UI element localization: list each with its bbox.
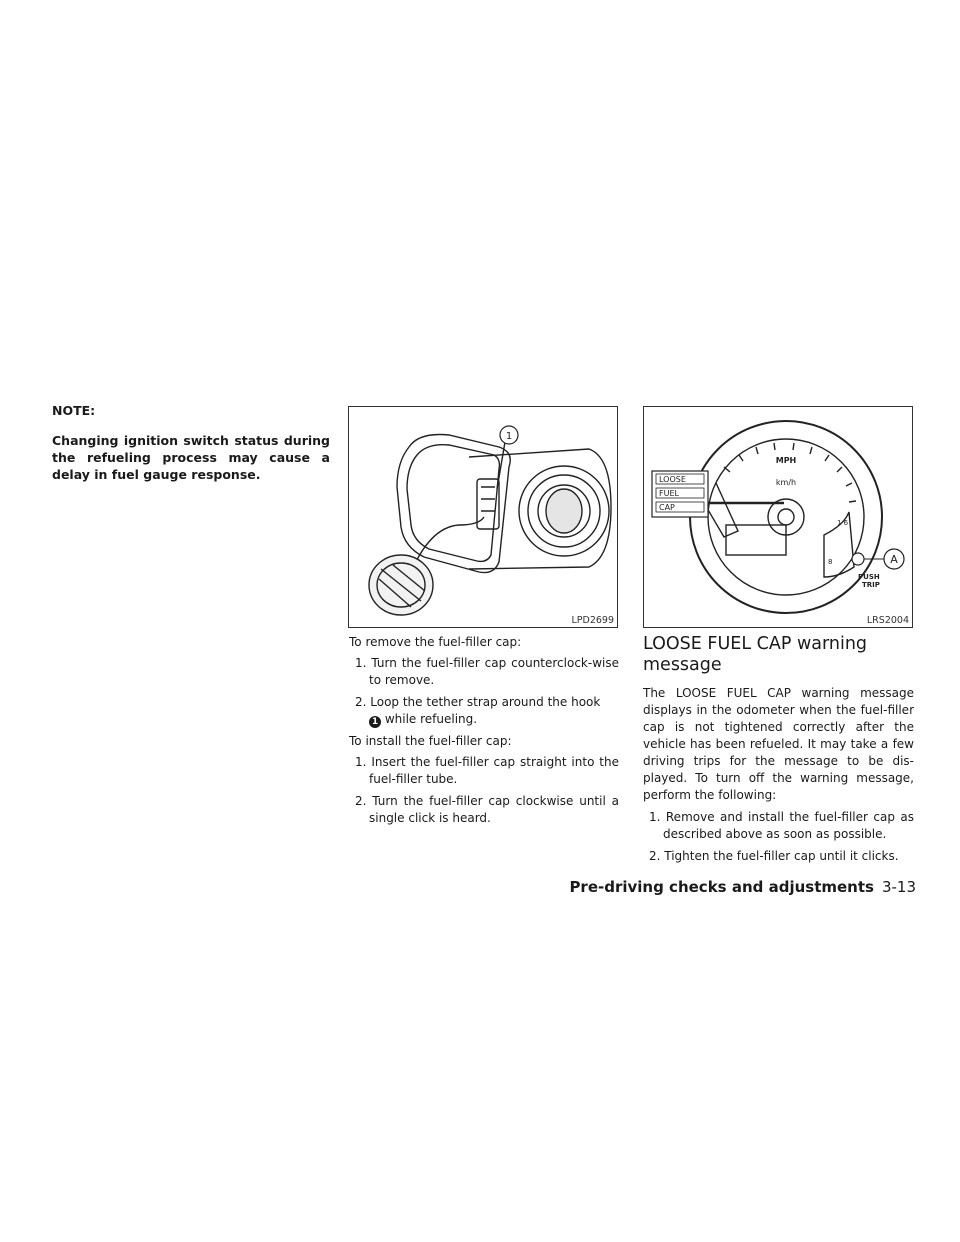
- figure1-callout: 1: [505, 431, 513, 442]
- lcd-label-fuel: FUEL: [659, 489, 679, 498]
- note-block: [52, 403, 330, 483]
- remove-step-2-text: 2. Loop the tether strap around the hook: [355, 695, 601, 709]
- speedometer-figure: [643, 406, 913, 628]
- push-label: PUSH: [858, 573, 880, 581]
- page-number: 3-13: [881, 878, 916, 896]
- section-title: LOOSE FUEL CAP warning message: [643, 634, 868, 675]
- warning-step-2: 2. Tighten the fuel-filler cap until it clicks.: [649, 849, 899, 863]
- gauge-mph-label: MPH: [775, 456, 797, 465]
- figure2-code: LRS2004: [866, 615, 909, 626]
- lcd-label-cap: CAP: [659, 503, 675, 512]
- gauge-high-label: 1 6: [837, 519, 849, 527]
- figure2-callout: A: [890, 553, 898, 566]
- note-body: Changing ignition switch status during the refueling process may cause a delay in fuel gauge response.: [52, 433, 330, 482]
- install-step-1: 1. Insert the fuel-filler cap straight into the fuel-filler tube.: [355, 755, 619, 786]
- remove-step-2: [349, 694, 619, 728]
- trip-button-icon: [852, 553, 864, 565]
- warning-step-1: 1. Remove and install the fuel-filler cap as described above as soon as possible.: [649, 810, 914, 841]
- speedometer-illustration: [644, 407, 913, 627]
- figure1-code: LPD2699: [571, 615, 614, 626]
- hook-callout-badge: 1: [369, 716, 381, 728]
- install-step-2: 2. Turn the fuel-filler cap clockwise until a single click is heard.: [355, 794, 619, 825]
- remove-step-2-text-end: while refueling.: [381, 712, 478, 726]
- warning-body: The LOOSE FUEL CAP warning message displays in the odometer when the fuel-filler cap is not tightened correctly after the vehicle has been refueled. It may take a few driving trips for the message to be dis-played. To turn off the warning message, perform the following:: [643, 686, 914, 802]
- warning-section: [643, 634, 914, 870]
- gauge-kmh-label: km/h: [775, 478, 797, 487]
- fuel-filler-figure: [348, 406, 618, 628]
- fuel-cap-instructions: [349, 634, 619, 832]
- install-intro: To install the fuel-filler cap:: [349, 734, 512, 748]
- lcd-label-loose: LOOSE: [659, 475, 686, 484]
- gauge-low-label: 8: [828, 558, 833, 566]
- note-heading: NOTE:: [52, 403, 96, 418]
- fuel-filler-illustration: [349, 407, 617, 627]
- page-footer: [569, 878, 916, 896]
- remove-intro: To remove the fuel-filler cap:: [349, 635, 522, 649]
- remove-step-1: 1. Turn the fuel-filler cap counterclock-wise to remove.: [355, 656, 619, 687]
- trip-label: TRIP: [862, 581, 880, 589]
- footer-section-title: Pre-driving checks and adjustments: [569, 878, 874, 896]
